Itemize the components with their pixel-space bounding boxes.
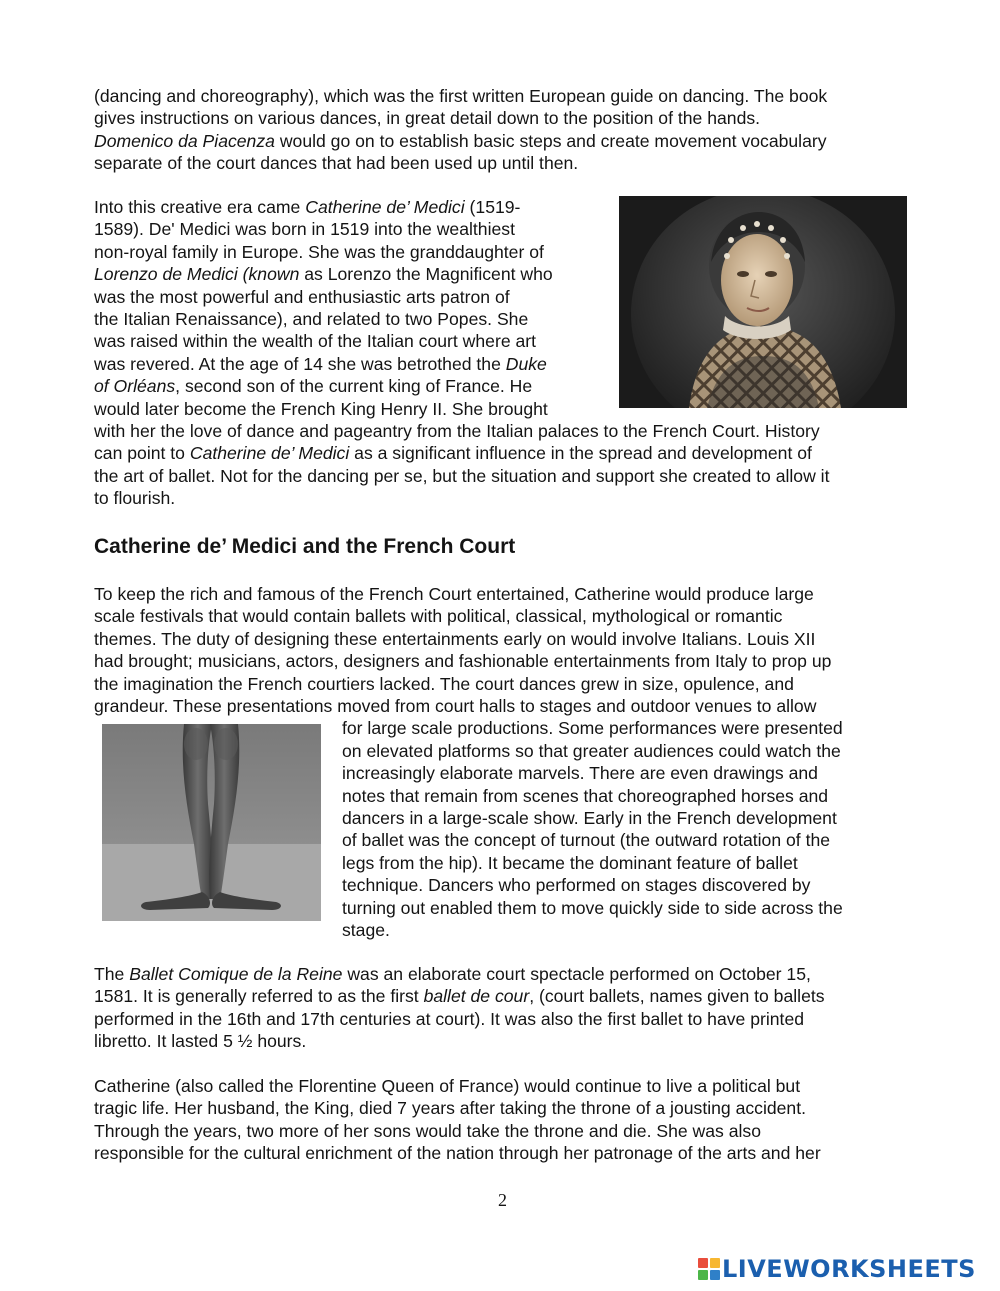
text-line [94, 985, 825, 1007]
text-line: (dancing and choreography), which was the first written European guide on dancing. The book [94, 86, 828, 106]
italic-text: Lorenzo de Medici (known [94, 264, 300, 285]
text-line: gives instructions on various dances, in great detail down to the position of the hands. [94, 108, 761, 129]
text-line: dancers in a large-scale show. Early in the French development [342, 808, 837, 828]
text-run: (1519- [464, 197, 521, 217]
text-line [94, 375, 532, 397]
text-line [94, 196, 520, 218]
text-line: on elevated platforms so that greater audiences could watch the [342, 740, 841, 761]
text-line: responsible for the cultural enrichment of the nation through her patronage of the arts and her [94, 1143, 821, 1164]
watermark-text: LIVEWORKSHEETS [722, 1255, 976, 1283]
text-line: To keep the rich and famous of the French Court entertained, Catherine would produce large [94, 584, 814, 604]
ballet-legs-image [102, 724, 321, 921]
text-run: The [94, 964, 130, 984]
text-run: would go on to establish basic steps and create movement vocabulary [274, 130, 827, 151]
text-run: Into this creative era came [94, 197, 306, 217]
text-line: the art of ballet. Not for the dancing per se, but the situation and support she created to allow it [94, 465, 830, 486]
italic-text: ballet de cour [423, 986, 530, 1007]
text-line: stage. [342, 920, 390, 940]
text-line: Through the years, two more of her sons would take the throne and die. She was also [94, 1120, 761, 1141]
turnout-legs-photo [102, 724, 321, 921]
text-run: was revered. At the age of 14 she was betrothed the [94, 353, 506, 374]
italic-text: Catherine de’ Medici [189, 443, 350, 464]
text-line [94, 442, 812, 464]
text-run: , (court ballets, names given to ballets [529, 986, 825, 1007]
text-line: turning out enabled them to move quickly side to side across the [342, 897, 843, 918]
text-line: was raised within the wealth of the Italian court where art [94, 331, 537, 352]
portrait-photo [619, 196, 907, 408]
text-run: as a significant influence in the spread and development of [349, 443, 812, 464]
text-line: scale festivals that would contain ballets with political, classical, mythological or romantic [94, 606, 783, 627]
text-line: tragic life. Her husband, the King, died 7 years after taking the throne of a jousting accident. [94, 1098, 806, 1119]
text-line: grandeur. These presentations moved from court halls to stages and outdoor venues to allow [94, 696, 817, 716]
section-heading: Catherine de’ Medici and the French Court [94, 535, 516, 558]
text-line: 1589). De' Medici was born in 1519 into the wealthiest [94, 219, 515, 240]
text-run: can point to [94, 443, 190, 464]
page-number: 2 [498, 1190, 507, 1210]
text-line: with her the love of dance and pageantry from the Italian palaces to the French Court. History [94, 421, 820, 441]
italic-text: of Orléans [94, 376, 176, 397]
text-line [94, 353, 547, 375]
text-line: non-royal family in Europe. She was the granddaughter of [94, 241, 544, 262]
text-line: themes. The duty of designing these entertainments early on would involve Italians. Louis XII [94, 628, 816, 649]
text-line: legs from the hip). It became the dominant feature of ballet [342, 852, 798, 873]
liveworksheets-watermark [698, 1255, 976, 1283]
text-line: to flourish. [94, 488, 176, 509]
text-line: of ballet was the concept of turnout (the outward rotation of the [342, 830, 831, 851]
text-line: was the most powerful and enthusiastic arts patron of [94, 286, 510, 307]
text-run: was an elaborate court spectacle performed on October 15, [342, 964, 811, 984]
text-line: separate of the court dances that had been used up until then. [94, 153, 579, 174]
italic-text: Ballet Comique de la Reine [129, 964, 343, 984]
text-line: would later become the French King Henry II. She brought [94, 398, 548, 419]
text-line [94, 263, 553, 285]
text-line: Catherine (also called the Florentine Queen of France) would continue to live a political but [94, 1076, 801, 1096]
text-line: the imagination the French courtiers lacked. The court dances grew in size, opulence, and [94, 673, 794, 694]
text-line: for large scale productions. Some performances were presented [342, 718, 843, 739]
text-line [94, 130, 827, 152]
text-line: increasingly elaborate marvels. There are even drawings and [342, 763, 818, 784]
italic-text: Domenico da Piacenza [94, 130, 275, 151]
italic-text: Duke [505, 353, 547, 374]
text-run: , second son of the current king of France. He [175, 376, 533, 397]
text-line [94, 963, 811, 985]
text-line: had brought; musicians, actors, designers and fashionable entertainments from Italy to prop up [94, 651, 832, 672]
text-run: as Lorenzo the Magnificent who [299, 264, 553, 285]
text-line: libretto. It lasted 5 ½ hours. [94, 1031, 307, 1052]
text-line: the Italian Renaissance), and related to two Popes. She [94, 309, 529, 329]
text-line: notes that remain from scenes that choreographed horses and [342, 785, 829, 806]
text-run: 1581. It is generally referred to as the first [94, 986, 424, 1007]
text-line: performed in the 16th and 17th centuries at court). It was also the first ballet to have printed [94, 1008, 805, 1029]
catherine-de-medici-portrait [619, 196, 907, 408]
italic-text: Catherine de’ Medici [305, 197, 465, 217]
liveworksheets-logo-icon [698, 1258, 720, 1280]
text-line: technique. Dancers who performed on stages discovered by [342, 875, 811, 896]
